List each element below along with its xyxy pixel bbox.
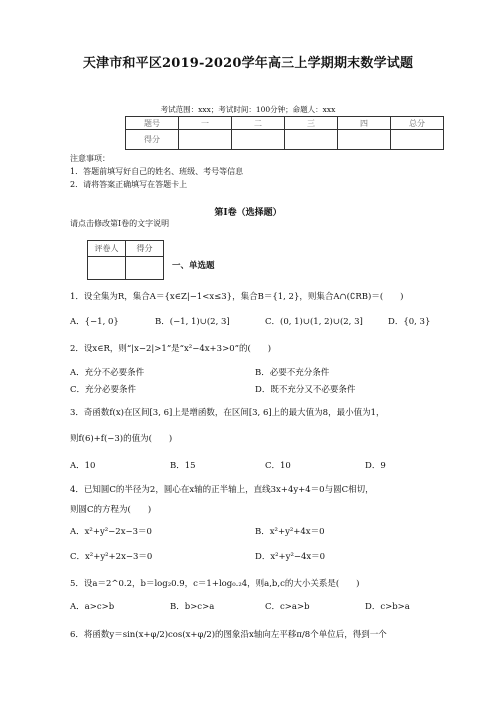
score-header-cell: 题号 [126,117,179,130]
question-5-stem: 5．设a＝2^0.2，b＝log₂0.9，c＝1+log₀.₂4，则a,b,c的大小关系是( ) [70,579,360,589]
question-4-option-c[interactable]: C．x²+y²+2x−3＝0 [70,552,153,562]
volume-title: 第I卷（选择题） [214,208,282,218]
question-1-option-c[interactable]: C．(0, 1)∪(1, 2)∪(2, 3] [265,317,363,327]
question-3-option-d[interactable]: D．9 [365,461,386,471]
exam-info: 考试范围：xxx；考试时间：100分钟；命题人：xxx [160,105,336,114]
notes-item: 2．请将答案正确填写在答题卡上 [70,180,188,189]
question-3-stem-line-1: 3．奇函数f(x)在区间[3, 6]上是增函数，在区间[3, 6]上的最大值为8，最小值为1， [70,408,385,418]
part-title: 一、单选题 [172,261,215,271]
volume-hint: 请点击修改第I卷的文字说明 [70,219,170,228]
question-4-stem-line-2: 则圆C的方程为( ) [70,505,152,515]
score-header-cell: 一 [179,117,232,130]
notes-item: 1．答题前填写好自己的姓名、班级、考号等信息 [70,167,244,176]
question-3-option-c[interactable]: C．10 [265,461,291,471]
question-2-option-c[interactable]: C．充分必要条件 [70,385,137,395]
score-cell[interactable] [179,130,232,150]
question-3-option-b[interactable]: B．15 [170,461,196,471]
score-cell[interactable] [232,130,285,150]
question-4-option-b[interactable]: B．x²+y²+4x＝0 [255,527,325,537]
grader-header: 得分 [126,241,164,257]
question-4-stem-line-1: 4．已知圆C的半径为2，圆心在x轴的正半轴上，直线3x+4y+4＝0与圆C相切， [70,485,374,495]
question-6-stem: 6．将函数y＝sin(x+φ/2)cos(x+φ/2)的图象沿x轴向左平移π/8个单位后，得到一个 [70,630,387,640]
question-5-option-b[interactable]: B．b>c>a [170,602,215,612]
score-table [125,116,444,150]
question-5-option-d[interactable]: D．c>b>a [365,602,410,612]
question-1-option-b[interactable]: B．(−1, 1)∪(2, 3] [155,317,230,327]
notes [70,152,243,191]
score-cell[interactable] [285,130,338,150]
question-1-stem: 1．设全集为R，集合A＝{x∈Z|−1<x≤3}，集合B＝{1, 2}，则集合A∩(∁RB)＝( ) [70,292,404,302]
grader-header: 评卷人 [88,241,126,257]
question-4-option-d[interactable]: D．x²+y²−4x＝0 [255,552,326,562]
question-5-option-a[interactable]: A．a>c>b [70,602,115,612]
score-header-cell: 二 [232,117,285,130]
grader-cell[interactable] [126,257,164,280]
score-header-cell: 三 [285,117,338,130]
score-cell[interactable] [391,130,444,150]
question-2-option-a[interactable]: A．充分不必要条件 [70,368,145,378]
score-row-label: 得分 [126,130,179,150]
question-2-option-d[interactable]: D．既不充分又不必要条件 [255,385,356,395]
grader-cell[interactable] [88,257,126,280]
question-3-option-a[interactable]: A．10 [70,461,96,471]
score-header-cell: 四 [338,117,391,130]
question-2-stem: 2．设x∈R，则“|x−2|>1”是“x²−4x+3>0”的( ) [70,344,272,354]
score-cell[interactable] [338,130,391,150]
question-1-option-a[interactable]: A．{−1, 0} [70,317,119,327]
score-header-cell: 总分 [391,117,444,130]
notes-heading: 注意事项： [70,154,110,163]
question-1-option-d[interactable]: D．{0, 3} [388,317,431,327]
question-3-stem-line-2: 则f(6)+f(−3)的值为( ) [70,434,173,444]
exam-title: 天津市和平区2019-2020学年高三上学期期末数学试题 [82,56,414,71]
question-4-option-a[interactable]: A．x²+y²−2x−3＝0 [70,527,152,537]
grader-table [87,240,164,280]
question-2-option-b[interactable]: B．必要不充分条件 [255,368,330,378]
question-5-option-c[interactable]: C．c>a>b [265,602,310,612]
